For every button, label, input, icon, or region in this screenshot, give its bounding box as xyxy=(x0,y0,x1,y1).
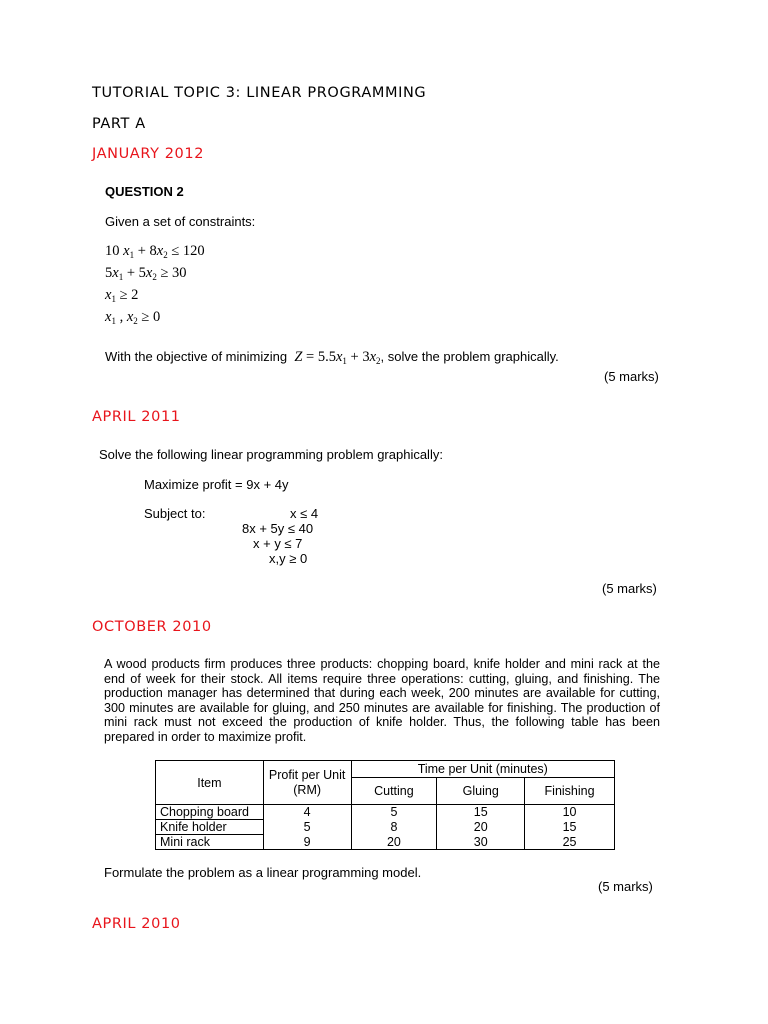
part-label: PART A xyxy=(92,116,146,132)
cell-cutting: 20 xyxy=(351,835,437,850)
constraint-2: $5x_1 + 5x_2 \ge 30$ xyxy=(105,265,187,282)
apr2011-objective: Maximize profit = 9x + 4y xyxy=(144,477,289,492)
apr2011-constraint: x,y ≥ 0 xyxy=(269,551,308,566)
constraints-intro: Given a set of constraints: xyxy=(105,214,256,229)
apr2011-intro: Solve the following linear programming problem graphically: xyxy=(99,447,443,462)
header-time: Time per Unit (minutes) xyxy=(351,761,614,778)
cell-gluing: 15 xyxy=(437,805,525,820)
constraint-1: 10 $x_1 + 8x_2 \le 120$ xyxy=(105,243,205,260)
header-finishing: Finishing xyxy=(525,778,615,805)
cell-finishing: 10 xyxy=(525,805,615,820)
question-label: QUESTION 2 xyxy=(105,184,184,199)
cell-cutting: 8 xyxy=(351,820,437,835)
section-heading-apr2010: APRIL 2010 xyxy=(92,916,181,932)
section-heading-jan2012: JANUARY 2012 xyxy=(92,146,205,162)
constraint-4: $x_1$ , $x_2 \ge 0$ xyxy=(105,309,161,326)
objective-suffix: , solve the problem graphically. xyxy=(380,349,559,364)
header-cutting: Cutting xyxy=(351,778,437,805)
table-row xyxy=(156,805,615,820)
cell-profit: 5 xyxy=(263,820,351,835)
subject-to-label: Subject to: xyxy=(144,506,206,521)
objective-formula: $Z = 5.5x_1 + 3x_2$ xyxy=(294,349,381,366)
production-table xyxy=(155,760,615,850)
oct2010-task: Formulate the problem as a linear programming model. xyxy=(104,865,422,880)
objective-line xyxy=(105,349,559,366)
cell-profit: 4 xyxy=(263,805,351,820)
page-title: TUTORIAL TOPIC 3: LINEAR PROGRAMMING xyxy=(92,85,427,101)
marks-apr2011: (5 marks) xyxy=(602,581,657,596)
cell-finishing: 15 xyxy=(525,820,615,835)
cell-gluing: 30 xyxy=(437,835,525,850)
constraint-3: $x_1 \ge 2$ xyxy=(105,287,139,304)
marks-oct2010: (5 marks) xyxy=(598,879,653,894)
header-item: Item xyxy=(156,761,264,805)
apr2011-constraint: x + y ≤ 7 xyxy=(253,536,303,551)
apr2011-constraint: x ≤ 4 xyxy=(290,506,319,521)
oct2010-paragraph: A wood products firm produces three products: chopping board, knife holder and mini rack at the end of week for their stock. All items require three operations: cutting, gluing, and finishing. The production manager has determined that during each week, 200 minutes are available for cutting, 300 minutes are available for gluing, and 250 minutes are available for finishing. The production of mini rack must not exceed the production of knife holder. Thus, the following table has been prepared in order to maximize profit. xyxy=(104,657,660,744)
marks-jan2012: (5 marks) xyxy=(604,369,659,384)
cell-profit: 9 xyxy=(263,835,351,850)
cell-finishing: 25 xyxy=(525,835,615,850)
cell-item: Knife holder xyxy=(156,820,264,835)
header-gluing: Gluing xyxy=(437,778,525,805)
cell-item: Chopping board xyxy=(156,805,264,820)
section-heading-oct2010: OCTOBER 2010 xyxy=(92,619,212,635)
cell-item: Mini rack xyxy=(156,835,264,850)
cell-cutting: 5 xyxy=(351,805,437,820)
table-row xyxy=(156,820,615,835)
header-profit: Profit per Unit (RM) xyxy=(263,761,351,805)
cell-gluing: 20 xyxy=(437,820,525,835)
section-heading-apr2011: APRIL 2011 xyxy=(92,409,181,425)
objective-prefix: With the objective of minimizing xyxy=(105,349,288,364)
apr2011-constraint: 8x + 5y ≤ 40 xyxy=(242,521,314,536)
table-row xyxy=(156,835,615,850)
